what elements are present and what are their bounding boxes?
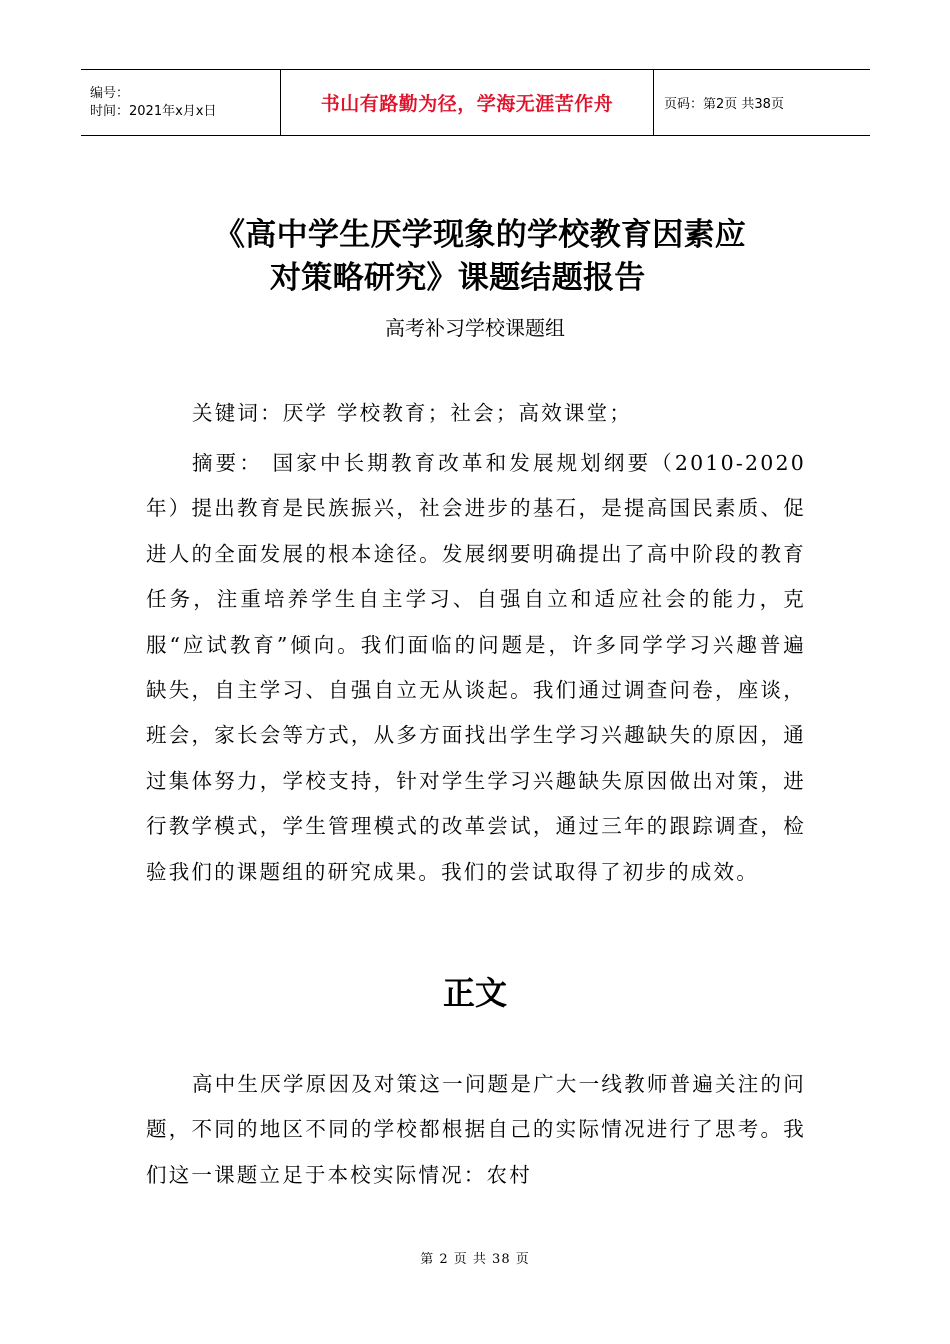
document-title-line-2: 对策略研究》课题结题报告 xyxy=(270,260,646,296)
motto-text: 书山有路勤为径，学海无涯苦作舟 xyxy=(320,93,614,115)
page-footer: 第 2 页 共 38 页 xyxy=(420,1252,530,1267)
section-heading: 正文 xyxy=(442,974,507,1012)
document-title-line-1: 《高中学生厌学现象的学校教育因素应 xyxy=(214,217,747,253)
page-header xyxy=(81,69,870,136)
abstract-paragraph: 摘要： 国家中长期教育改革和发展规划纲要（2010-2020年）提出教育是民族振兴，社会进步的基石，是提高国民素质、促进人的全面发展的根本途径。发展纲要明确提出了高中阶段的教育任务，注重培养学生自主学习、自强自立和适应社会的能力，克服“应试教育”倾向。我们面临的问题是，许多同学学习兴趣普遍缺失，自主学习、自强自立无从谈起。我们通过调查问卷，座谈，班会，家长会等方式，从多方面找出学生学习兴趣缺失的原因，通过集体努力，学校支持，针对学生学习兴趣缺失原因做出对策，进行教学模式，学生管理模式的改革尝试，通过三年的跟踪调查，检验我们的课题组的研究成果。我们的尝试取得了初步的成效。 xyxy=(146,451,806,884)
document-date: 时间：2021年x月x日 xyxy=(90,103,217,119)
body-paragraph: 高中生厌学原因及对策这一问题是广大一线教师普遍关注的问题，不同的地区不同的学校都根据自己的实际情况进行了思考。我们这一课题立足于本校实际情况：农村 xyxy=(146,1072,806,1187)
header-motto xyxy=(281,70,654,135)
header-meta xyxy=(81,70,281,135)
document-subtitle: 高考补习学校课题组 xyxy=(385,316,565,340)
header-page-info xyxy=(654,70,870,135)
page-info-text: 页码：第2页 共38页 xyxy=(664,97,784,112)
keywords-paragraph: 关键词：厌学 学校教育；社会；高效课堂； xyxy=(192,401,633,425)
document-number-label: 编号： xyxy=(90,85,130,101)
